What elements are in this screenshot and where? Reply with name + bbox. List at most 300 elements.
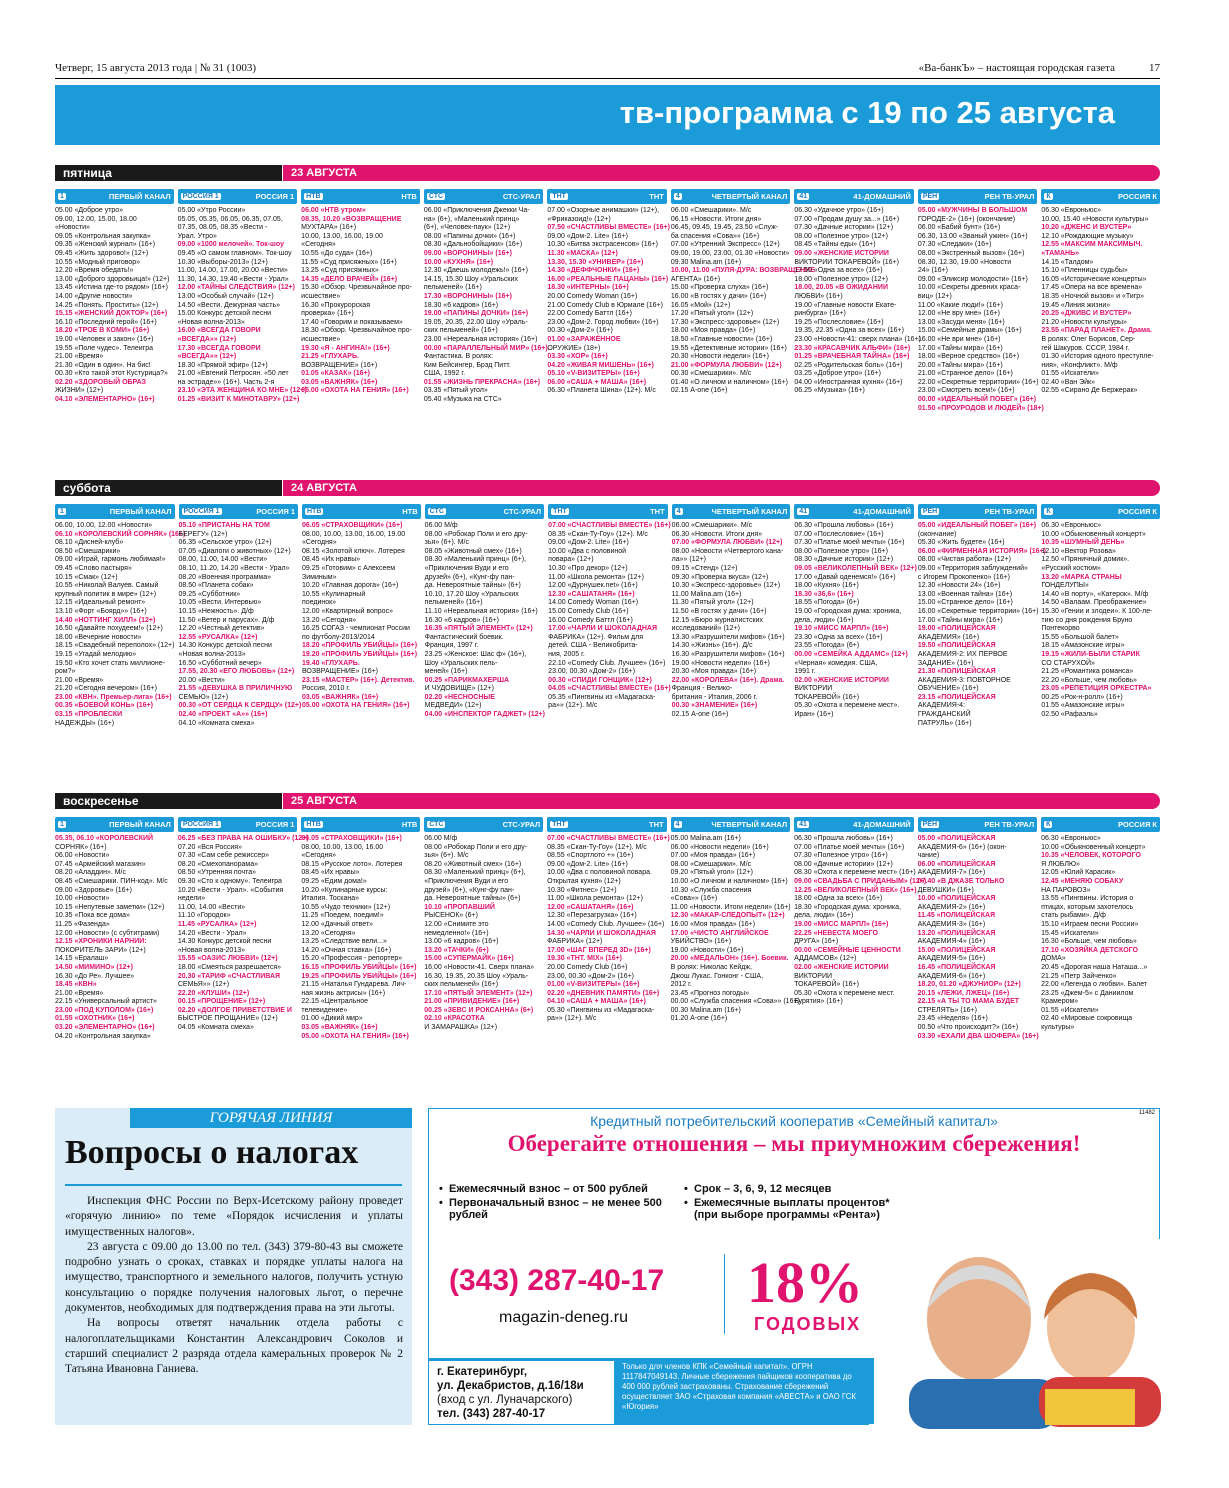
program-item: Россия, 2010 г. [302,685,351,693]
program-item: 21.25 «Романтика романса» [1041,668,1134,676]
program-item: 09.15 «Стенд» (12+) [671,564,738,572]
channel-name: ПЕРВЫЙ КАНАЛ [109,507,172,516]
program-item: 18.00 «Верное средство» (16+) [917,353,1020,361]
program-item: 10.55 «Модный приговор» [55,258,141,266]
program-item: дела, люди» (16+) [794,912,854,920]
day-date: 24 АВГУСТА [283,480,1160,496]
program-item: 04.10 «Комната смеха» [178,719,255,727]
program-item: 11.00 «Какие люди!» (16+) [917,301,1003,309]
program-item: 12.10 «Рождающие музыку» [1041,232,1134,240]
program-item: крупный политик в мире» (12+) [55,590,157,598]
program-item: УБИЙСТВО» (16+) [670,938,732,946]
program-item: 17.00 «ЧАРЛИ И ШОКОЛАДНАЯ [548,625,657,633]
day-section [55,165,1160,413]
channel-logo-icon: РОССИЯ 1 [182,821,219,828]
program-item: 21.20 «Новости культуры» [1041,318,1127,326]
program-item: 05.00 «Утро России» [177,207,246,214]
program-item: 10.15 «Нежность». Д/ф [178,607,254,615]
program-item: 19.00 «ПАПИНЫ ДОЧКИ» (16+) [423,310,529,318]
program-item: ГОНДЕЛУПЫ» [1041,582,1089,590]
program-item: 10.10, 17.20 Шоу «Уральских [424,590,519,598]
program-list [547,835,670,1024]
program-item: 05.35, 06.10 «КОРОЛЕВСКИЙ [55,835,154,842]
program-item: 17.00 «ЧИСТО АНГЛИЙСКОЕ [670,929,769,937]
program-item: повара» (12+) [548,556,594,564]
program-item: 05.10 «V-ВИЗИТЕРЫ» (16+) [547,370,640,378]
program-item: 10.05 «Вести. Интервью» [178,599,262,607]
program-item: 08.45 «Их нравы» [301,869,360,877]
program-item: 08.45 «Тайны еды» (16+) [794,241,876,249]
program-item: 12.05 «Юлий Карасик» [1041,869,1116,877]
program-item: чание) [917,852,940,860]
program-item: 04.20 «Контрольная закупка» [55,1032,151,1040]
program-item: 12.30 «Перезагрузка» (16+) [547,912,637,920]
program-item: 16.00 «Секретные территории» (16+) [917,607,1039,615]
program-item: Открытая кухня» (12+) [547,877,621,885]
program-item: британия - Италия, 2006 г. [671,693,758,701]
channel-name: НТВ [401,820,418,829]
day-section [55,793,1160,1041]
channel-column [55,504,186,728]
program-item: 19.00 «Городская дума: хроника, [794,607,902,615]
program-item: 14.00 «Comedy Club. Лучшее» (16+) [547,920,665,928]
program-item: 06.00 «ФИРМЕННАЯ ИСТОРИЯ» (16+) [917,547,1046,555]
program-item: АКАДЕМИЯ-6» (16+) (окон- [917,843,1007,851]
program-item: 17.00 «Тайны мира» (16+) [917,616,1003,624]
program-item: поединок» [302,599,337,607]
program-item: 19.55 «Детективные истории» (16+) [670,344,787,352]
program-item: 16.15 «ПРОФИЛЬ УБИЙЦЫ» (16+) [301,963,417,971]
program-item: с Игорем Прокопенко» (16+) [917,573,1010,581]
program-item: 12.30 «Даешь молодежь!» (16+) [423,267,528,275]
channel-name: РОССИЯ К [1118,507,1158,516]
program-item: 06.30 «Евроньюс» [1041,207,1102,214]
program-item: телевидение» [301,1006,348,1014]
program-item: 07.40 «В ДЖАЗЕ ТОЛЬКО [917,877,1005,885]
program-item: 08.00 «Смешарики». М/с [670,860,752,868]
program-item: 00.00 «Служба спасения «Сова»» (16+) [670,998,800,1006]
program-item: 15.45 «Искатели» [1041,929,1099,937]
channel-logo-icon: К [1046,508,1051,515]
program-item: Фантастический боевик. [424,633,504,641]
program-item: 15.00 «Семейные драмы» (16+) [917,327,1022,335]
program-item: 17.55, 20.30 «ЕГО ЛЮБОВЬ» (12+) [178,668,295,676]
program-item: 20.00 «Вести» [178,676,225,684]
program-item: ЗАДАНИЕ» (16+) [917,659,974,667]
ad-address-note: (вход с ул. Луначарского) [437,1394,573,1406]
program-item: 14.30 Конкурс детской песни [177,938,272,946]
program-item: 09.05 «ВЕЛИКОЛЕПНЫЙ ВЕК» (12+) [794,564,917,572]
ad-terms-right [684,1183,914,1223]
program-item: 23.15 «ПОЛИЦЕЙСКАЯ [917,693,996,701]
program-list [794,522,917,720]
program-item: 22.10 «Comedy Club. Лучшее» (16+) [548,659,666,667]
program-item: 06.30 «Евроньюс» [1041,835,1101,842]
program-item: 14.50 «МИМИНО» (12+) [55,963,133,971]
program-item: «Новая волна-2013» [177,318,245,326]
program-item: 04.00 «Иностранная кухня» (16+) [794,378,903,386]
program-item: по футболу-2013/2014 [302,633,375,641]
program-item: «Русский костюм» [1041,564,1101,572]
channel-logo-icon: НТВ [307,508,322,515]
program-item: 20.00 Comedy Club (16+) [547,963,628,971]
program-item: 09.00 «Дом-2. Lite» (16+) [548,539,629,547]
program-item: 05.00 «ОХОТА НА ГЕНИЯ» (16+) [302,702,410,710]
program-item: 18.30 «Обзор. Чрезвычайное про- [301,327,412,335]
program-item: «Сегодня» [301,241,336,249]
program-item: виц» (12+) [917,292,952,300]
program-item: 08.00 «Экстренный вызов» (16+) [917,249,1025,257]
channel-name: РЕН ТВ-УРАЛ [984,507,1035,516]
channel-grid [55,504,1160,728]
program-item: 22.00 «КОРОЛЕВА» (16+). Драма. [671,676,785,684]
program-item: 06.10 «КОРОЛЕВСКИЙ СОРНЯК» (16+) [55,530,186,538]
program-item: 02.40 «Мировые сокровища [1041,1015,1133,1023]
program-item: 19.15 «ЖИЛИ-БЫЛИ СТАРИК [1041,650,1140,658]
program-item: ра»» (12+). М/с [547,1015,597,1023]
channel-column [918,817,1038,1041]
channel-logo-icon: К [1046,193,1051,200]
program-item: 15.20 «Профессия - репортер» [301,955,403,963]
channel-column [55,189,174,413]
program-item: 13.20 «ТАЧКИ» (6+) [424,946,489,954]
program-item: 15.10 «Играем песни России» [1041,920,1139,928]
program-item: 02.40 «Ван Эйк» [1041,378,1095,386]
channel-column [301,817,420,1041]
program-item: 21.30 «Один в один». На бис! [55,361,151,369]
channel-logo-icon: РЕН [922,193,938,200]
channel-header [55,504,175,519]
channel-name: РОССИЯ 1 [256,507,295,516]
program-item: 14.15, 15.30 Шоу «Уральских [423,275,518,283]
program-item: 08.50 «Смешарики» [55,547,121,555]
tv-banner-title: тв-программа с 19 по 25 августа [619,95,1115,130]
program-item: В ролях: Олег Борисов, Сер- [1041,335,1136,343]
program-item: 18.30 «6 кадров» (16+) [423,301,499,309]
channel-header [425,504,545,519]
channel-name: ЧЕТВЕРТЫЙ КАНАЛ [711,192,788,201]
day-name: суббота [55,480,282,496]
channel-logo-icon: РОССИЯ 1 [182,193,219,200]
program-item: Урал. Утро» [177,232,217,240]
program-item: исшествие» [301,292,341,300]
program-list [1041,522,1160,720]
program-item: (6+), «Человек-паук» (12+) [423,224,511,232]
program-item: 19.00 «ПОЛИЦЕЙСКАЯ [917,625,996,633]
program-item: 14.40 «НОТТИНГ ХИЛЛ» (12+) [55,616,156,624]
program-item: 15.55 «Большой балет» [1041,633,1119,641]
program-item: проверка» (16+) [301,310,354,318]
program-item: АКАДЕМИЯ-6» (16+) [917,972,986,980]
program-item: 15.10 «Пленницы судьбы» [1041,267,1128,275]
program-item: 21.25 «ГЛУХАРЬ. [301,353,359,361]
program-item: 22.25 «НЕВЕСТА МОЕГО [794,929,878,937]
program-item: 11.30 «Пятый угол» (12+) [671,599,754,607]
channel-name: НТВ [402,507,418,516]
program-item: 07.30 «Полезное утро» (16+) [794,852,888,860]
program-item: СОРНЯК» (16+) [55,843,107,851]
ad-address [429,1358,614,1424]
channel-logo-icon: 4 [675,821,680,828]
program-item: 10.20 «ДЖЕНС И ВУСТЕР» [1041,224,1132,232]
program-item: 15.00 «ПОЛИЦЕЙСКАЯ [917,946,996,954]
program-item: НА ПАРОВОЗ» [1041,886,1091,894]
program-item: СЕМЬЯ»» (12+) [177,981,230,989]
program-item: 13.10 «Форт «Боярд»» (16+) [55,607,147,615]
program-item: 06.35 «Сельское утро» (12+) [178,539,272,547]
program-item: 20.45 «Дорогая наша Наташа...» [1041,963,1148,971]
program-item: 16.30 «Прокурорская [301,301,370,309]
program-item: 16.05 «Исторические концерты» [1041,275,1147,283]
ad-slogan: Оберегайте отношения – мы приумножим сбережения! [507,1131,1081,1156]
channel-grid [55,189,1160,413]
program-item: «ТАМАНЬ» [1041,249,1079,257]
program-item: «Сегодня» [301,852,336,860]
program-item: 00.25 «ЗЕВС И РОКСАННА» (6+) [424,1006,534,1014]
hotline-tag: ГОРЯЧАЯ ЛИНИЯ [130,1108,412,1128]
program-item: 03.25 «Доброе утро» (16+) [794,370,881,378]
program-item: 23.30 «КРАСАВЧИК АЛЬФИ» (16+) [794,344,911,352]
program-item: 00.30 Malina.am (16+) [670,1006,741,1014]
program-item: 1991 г. [794,668,816,676]
program-item: 11.45 «РУСАЛКА» (12+) [177,920,257,928]
program-item: 10.00 «КУХНЯ» (16+) [423,258,494,266]
program-item: 01.40 «О личном и наличном» (16+) [670,378,788,386]
program-item: 10.30 «Экспресс-здоровье» (12+) [671,582,781,590]
program-item: 09.00 «ВОРОНИНЫ» (16+) [423,249,512,257]
program-item: 18.00 «Одна за всех» (16+) [794,895,883,903]
channel-column [672,504,791,728]
channel-name: ПЕРВЫЙ КАНАЛ [108,192,171,201]
program-item: 24» (16+) [917,267,949,275]
program-item: 22.00 Comedy Баттл (16+) [547,310,632,318]
program-list [547,207,670,396]
program-item: 10.20 «Вести - Урал». «События [177,886,284,894]
program-item: 18.00 «Вечерние новости» [55,633,142,641]
program-item: В ролях: Николас Кейдж, [670,963,752,971]
program-item: 18.55 «Погода» (6+) [794,599,860,607]
program-item: 10.15 «Непутевые заметки» (12+) [55,903,165,911]
program-item: 14.00 Comedy Woman (16+) [548,599,639,607]
channel-header [547,817,667,832]
hotline-paragraph: Инспекция ФНС России по Верх-Исетскому району проведет «горячую линию» по теме «Порядок исчисления и уплаты имущественных налогов». [65,1195,403,1238]
program-item: 09.30 «Проверка вкуса» (12+) [671,573,769,581]
program-item: 14.35 «ДЕЛО ВРАЧЕЙ» (16+) [301,275,398,283]
program-list [55,207,174,405]
channel-logo-icon: 1 [60,193,64,200]
program-item: 13.55 «Пингвины. История о [1041,895,1134,903]
program-item: 08.30 «Дачные истории» (12+) [794,556,894,564]
program-item: гей Шакуров. СССР, 1984 г. [1041,344,1130,352]
program-item: БЫСТРОЕ ПРОЩАНИЕ» (12+) [177,1015,278,1023]
program-item: 02.20 «ДОЛГОЕ ПРИВЕТСТВИЕ И [177,1006,292,1014]
program-item: 14.50 «Валаам. Преображение» [1041,599,1147,607]
program-item: 11.00 «Школа ремонта» (12+) [547,895,643,903]
ad-term: • Срок – 3, 6, 9, 12 месяцев [684,1183,914,1195]
channel-column [670,817,800,1041]
program-item: 00.25 «ПАРИКМАХЕРША [424,676,510,684]
program-item: 05.10 «ПРИСТАНЬ НА ТОМ [178,522,270,529]
program-item: 01.55 «ЖИЗНЬ ПРЕКРАСНА» (16+) [423,378,541,386]
ad-rate: 18% [747,1250,863,1315]
program-item: И ЗАМАРАШКА» (12+) [424,1024,498,1032]
day-section [55,480,1160,728]
program-item: пельменей» (16+) [423,284,482,292]
program-item: 05.00 «МУЖЧИНЫ В БОЛЬШОМ [917,207,1028,214]
program-item: 09.00 «Территория заблуждений» [917,564,1028,572]
channel-logo-icon: ТНТ [553,508,567,515]
program-item: 21.30 «ПОЛИЦЕЙСКАЯ [917,668,996,676]
channel-logo-icon: РЕН [922,821,938,828]
program-item: 10.00 «О личном и наличном» (16+) [670,877,788,885]
program-item: 22.00 «Секретные территории» (16+) [917,378,1039,386]
issue-date: Четверг, 15 августа 2013 года | № 31 (1003) [55,62,257,74]
ad-company: Кредитный потребительский кооператив «Семейный капитал» [590,1113,998,1129]
program-item: 17.10 «ПЯТЫЙ ЭЛЕМЕНТ» (12+) [424,989,533,997]
program-item: СТРЕЛЯТЬ» (16+) [917,1006,977,1014]
channel-name: 41-ДОМАШНИЙ [853,820,911,829]
header-rule [55,78,1160,79]
program-item: 14.30 «Жизнь» (16+). Д/с [671,642,753,650]
program-item: 23.00, 00.30 «Дом-2» (16+) [547,972,635,980]
program-item: 19.15 «Угадай мелодию» [55,650,137,658]
ad-term: • Ежемесячный взнос – от 500 рублей [439,1183,669,1195]
program-item: 10.00 «Секреты древних краса- [917,284,1021,292]
channel-column [424,817,543,1041]
program-item: 22.20 «КЛУШИ» (12+) [177,989,250,997]
program-item: ВИКТОРИИ [794,972,833,980]
program-item: 21.00 «Время» [55,676,104,684]
program-item: Джош Лукас. Гонконг - США, [670,972,764,980]
program-item: 13.00 «Особый случай» (12+) [177,292,274,300]
program-item: 19.10 «МИСС МАРПЛ» (16+) [794,625,889,633]
channel-header [424,189,544,204]
program-item: «Новости» [55,224,90,232]
program-item: 07.05 «Диалоги о животных» (12+) [178,547,291,555]
program-item: 11.00 Malina.am (16+) [671,590,742,598]
program-list [917,522,1046,728]
program-item: «Фриказоид!» (12+) [547,215,611,223]
program-item: 00.00 «СЕМЕЙКА АДДАМС» (12+) [794,650,908,658]
program-item: 02.50 «Рафаэль» [1041,711,1098,719]
program-item: 09.20 «Пятый угол» (12+) [670,869,753,877]
program-item: 00.30 «ЗНАМЕНИЕ» (16+) [671,702,758,710]
program-item: 07.30 «Сам себе режиссер» [177,852,270,860]
channel-name: 41-ДОМАШНИЙ [853,192,911,201]
program-item: меней» (16+) [424,668,468,676]
program-item: 19.50 «ПОЛИЦЕЙСКАЯ [917,642,996,650]
program-item: 02.15 А-one (16+) [671,711,729,719]
program-item: 19.00 «МИСС МАРПЛ» (16+) [794,920,889,928]
program-item: ФАБРИКА» (12+). Фильм для [548,633,643,641]
program-item: Бурятия» (16+) [794,998,843,1006]
program-item: ба спасения «Сова»» (16+) [670,232,760,240]
day-date: 23 АВГУСТА [283,165,1160,181]
program-item: 16.30 «6 кадров» (16+) [424,616,499,624]
program-item: 11.45 «ПОЛИЦЕЙСКАЯ [917,912,996,920]
program-item: 08.00 «Папины дочки» (16+) [423,232,516,240]
channel-header [301,817,420,832]
program-item: «Новая волна-2013» [178,650,246,658]
channel-header [1041,189,1160,204]
program-item: 01.00 «ЗАРАЖЁННОЕ [547,335,621,343]
channel-name: РОССИЯ К [1117,820,1157,829]
program-item: 05.00 Malina.am (16+) [670,835,741,842]
program-item: 06.00, 10.00, 12.00 «Новости» [55,522,153,529]
program-item: 08.00 «Чистая работа» (12+) [917,556,1011,564]
program-item: 09.00 «СВАДЬБА С ПРИДАНЫМ» (12+) [794,877,927,885]
channel-logo-icon: НТВ [306,821,321,828]
program-item: 05.30 «Жить будете» (16+) [917,539,1005,547]
channel-header [918,504,1038,519]
program-item: 07.00 «Продам душу за...» (16+) [794,215,900,223]
program-item: АКАДЕМИЯ-2» (16+) [917,903,986,911]
newspaper-name: «Ва-банкЪ» – настоящая городская газета [918,62,1115,74]
program-item: 04.05 «Комната смеха» [177,1024,254,1032]
program-item: 10.00 «Обыкновенный концерт» [1041,530,1146,538]
program-item: 02.20 «ЗДОРОВЫЙ ОБРАЗ [55,378,147,386]
program-item: 16.50 «Давайте похудеем!» (12+) [55,625,163,633]
program-list [1041,835,1160,1033]
program-item: ЖИЗНИ» (12+) [55,387,104,395]
program-item: 12.30 «САШАТАНЯ» (16+) [548,590,635,598]
channel-header [548,504,668,519]
program-item: 19.25 «Послесловие» (16+) [794,318,884,326]
program-item: 07.30 «Дачные истории» (12+) [794,224,894,232]
program-item: 08.35, 10.20 «ВОЗВРАЩЕНИЕ [301,215,402,223]
program-item: 09.00, 19.00, 23.00, 01.30 «Новости» [670,249,790,257]
program-item: 08.20 «Военная программа» [178,573,271,581]
program-item: 08.00 «Полезное утро» (16+) [794,547,888,555]
program-item: 02.00 «ЖЕНСКИЕ ИСТОРИИ [794,676,889,684]
program-item: И ЧУДОВИЩЕ» (12+) [424,685,494,693]
day-bar [55,480,1160,496]
program-item: 20.00 «МЕДАЛЬОН» (16+). Боевик. [670,955,789,963]
ad-website: magazin-deneg.ru [499,1309,628,1326]
channel-header [1041,504,1160,519]
program-item: АКАДЕМИЯ-7» (16+) [917,869,986,877]
channel-header [672,504,791,519]
program-item: 08.00 «Полезное утро» (12+) [794,232,888,240]
program-item: 12.30 «МАКАР-СЛЕДОПЫТ» (12+) [670,912,785,920]
program-item: 06.25 «БЕЗ ПРАВА НА ОШИБКУ» (12+) [177,835,309,842]
program-item: 00.50 «Что происходит?» (16+) [917,1024,1019,1032]
program-item: 23.00 «Смотреть всем!» (16+) [917,387,1015,395]
channel-header [671,189,791,204]
channel-column [177,189,307,413]
channel-logo-icon: ТНТ [552,821,566,828]
program-item: 12.20 «Честный детектив» [178,625,265,633]
program-item: 08.35 «Скан-Ту-Гоу» (12+). М/с [547,843,647,851]
program-list [425,522,545,720]
program-list [301,835,420,1041]
ad-divider [724,1254,725,1334]
program-item: Италия. Тоскана» [301,895,359,903]
program-list [178,522,302,728]
program-item: 18.50 «Главные новости» (16+) [670,335,773,343]
program-item: ВОЗВРАЩЕНИЕ» (16+) [302,668,379,676]
program-item: 16.00 Comedy Баттл (16+) [548,616,633,624]
program-item: 07.00 «ФОРМУЛА ЛЮБВИ» (12+) [671,539,783,547]
program-item: 00.00 «СЕМЕЙНЫЕ ЦЕННОСТИ [794,946,901,954]
program-item: 12.55 «МАКСИМ МАКСИМЫЧ. [1041,241,1143,249]
program-item: 08.30 «Маленький принц» (6+), [424,869,526,877]
channel-logo-icon: РЕН [922,508,938,515]
tv-banner [55,85,1160,145]
program-item: 17.30 «ВОРОНИНЫ» (16+) [423,292,512,300]
program-item: исшествие» [301,335,341,343]
program-item: 21.00 «Странное дело» (16+) [917,370,1013,378]
